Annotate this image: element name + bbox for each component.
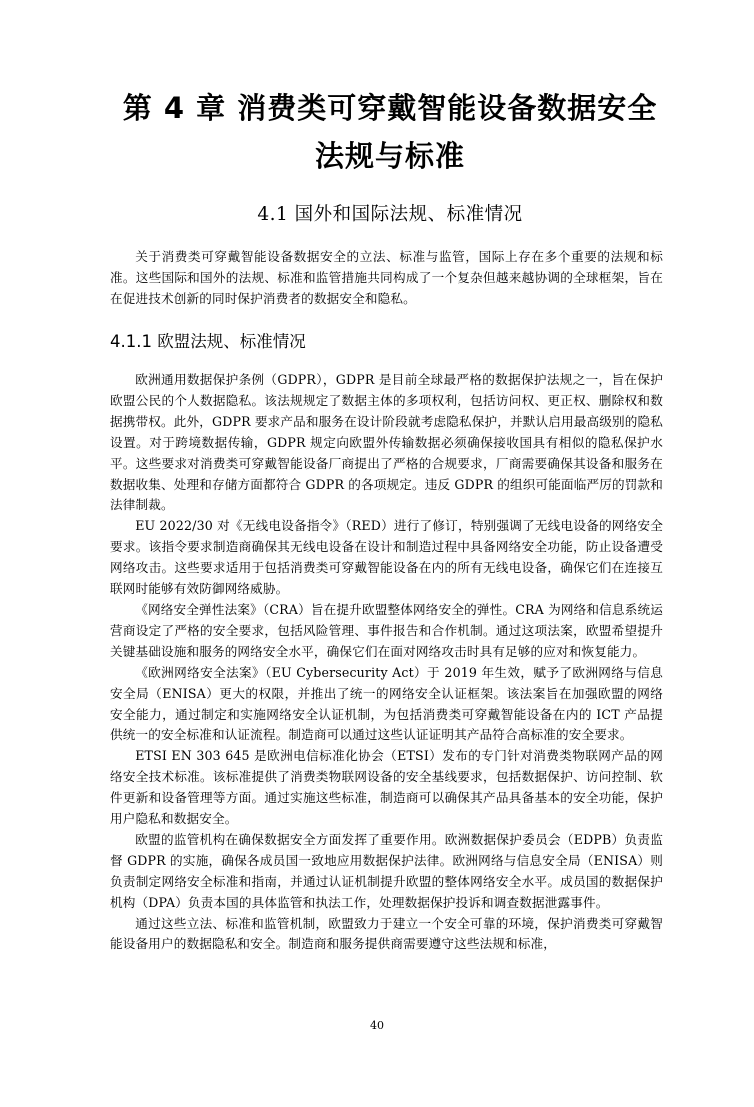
subsection-body (110, 370, 663, 955)
subsection-title: 4.1.1 欧盟法规、标准情况 (110, 332, 306, 351)
section-title: 4.1 国外和国际法规、标准情况 (257, 204, 523, 225)
paragraph-red: EU 2022/30 对《无线电设备指令》（RED）进行了修订，特别强调了无线电设备的网络安全要求。该指令要求制造商确保其无线电设备在设计和制造过程中具备网络安全功能，防止设备遭受网络攻击。这些要求适用于包括消费类可穿戴智能设备在内的所有无线电设备，确保它们在连接互联网时能够有效防御网络威胁。 (110, 518, 663, 597)
chapter-title-line-2: 法规与标准 (314, 139, 465, 173)
chapter-title-line-1: 第 4 章 消费类可穿戴智能设备数据安全 (122, 91, 658, 125)
paragraph-regulators: 欧盟的监管机构在确保数据安全方面发挥了重要作用。欧洲数据保护委员会（EDPB）负责监督 GDPR 的实施，确保各成员国一致地应用数据保护法律。欧洲网络与信息安全局（ENISA）则负责制定网络安全标准和指南，并通过认证机制提升欧盟的整体网络安全水平。成员国的数据保护机构（DPA）负责本国的具体监管和执法工作，处理数据保护投诉和调查数据泄露事件。 (110, 831, 663, 910)
intro-paragraph: 关于消费类可穿戴智能设备数据安全的立法、标准与监管，国际上存在多个重要的法规和标准。这些国际和国外的法规、标准和监管措施共同构成了一个复杂但越来越协调的全球框架，旨在在促进技术创新的同时保护消费者的数据安全和隐私。 (110, 249, 663, 306)
paragraph-conclusion: 通过这些立法、标准和监管机制，欧盟致力于建立一个安全可靠的环境，保护消费类可穿戴智能设备用户的数据隐私和安全。制造商和服务提供商需要遵守这些法规和标准， (110, 915, 663, 952)
paragraph-gdpr: 欧洲通用数据保护条例（GDPR），GDPR 是目前全球最严格的数据保护法规之一，旨在保护欧盟公民的个人数据隐私。该法规规定了数据主体的多项权利，包括访问权、更正权、删除权和数据携带权。此外，GDPR 要求产品和服务在设计阶段就考虑隐私保护，并默认启用最高级别的隐私设置。对于跨境数据传输，GDPR 规定向欧盟外传输数据必须确保接收国具有相似的隐私保护水平。这些要求对消费类可穿戴智能设备厂商提出了严格的合规要求，厂商需要确保其设备和服务在数据收集、处理和存储方面都符合 GDPR 的各项规定。违反 GDPR 的组织可能面临严厉的罚款和法律制裁。 (110, 372, 663, 513)
page-number: 40 (370, 1019, 384, 1032)
paragraph-cra: 《网络安全弹性法案》（CRA）旨在提升欧盟整体网络安全的弹性。CRA 为网络和信息系统运营商设定了严格的安全要求，包括风险管理、事件报告和合作机制。通过这项法案，欧盟希望提升关键基础设施和服务的网络安全水平，确保它们在面对网络攻击时具有足够的应对和恢复能力。 (110, 601, 663, 659)
paragraph-cybersecurity-act: 《欧洲网络安全法案》（EU Cybersecurity Act）于 2019 年生效，赋予了欧洲网络与信息安全局（ENISA）更大的权限，并推出了统一的网络安全认证框架。该法案旨在加强欧盟的网络安全能力，通过制定和实施网络安全认证机制，为包括消费类可穿戴智能设备在内的 ICT 产品提供统一的安全标准和认证流程。制造商可以通过这些认证证明其产品符合高标准的安全要求。 (110, 664, 663, 743)
chapter-title (110, 84, 670, 180)
paragraph-etsi: ETSI EN 303 645 是欧洲电信标准化协会（ETSI）发布的专门针对消费类物联网产品的网络安全技术标准。该标准提供了消费类物联网设备的安全基线要求，包括数据保护、访问控制、软件更新和设备管理等方面。通过实施这些标准，制造商可以确保其产品具备基本的安全功能，保护用户隐私和数据安全。 (110, 748, 663, 827)
section-intro (110, 247, 663, 310)
